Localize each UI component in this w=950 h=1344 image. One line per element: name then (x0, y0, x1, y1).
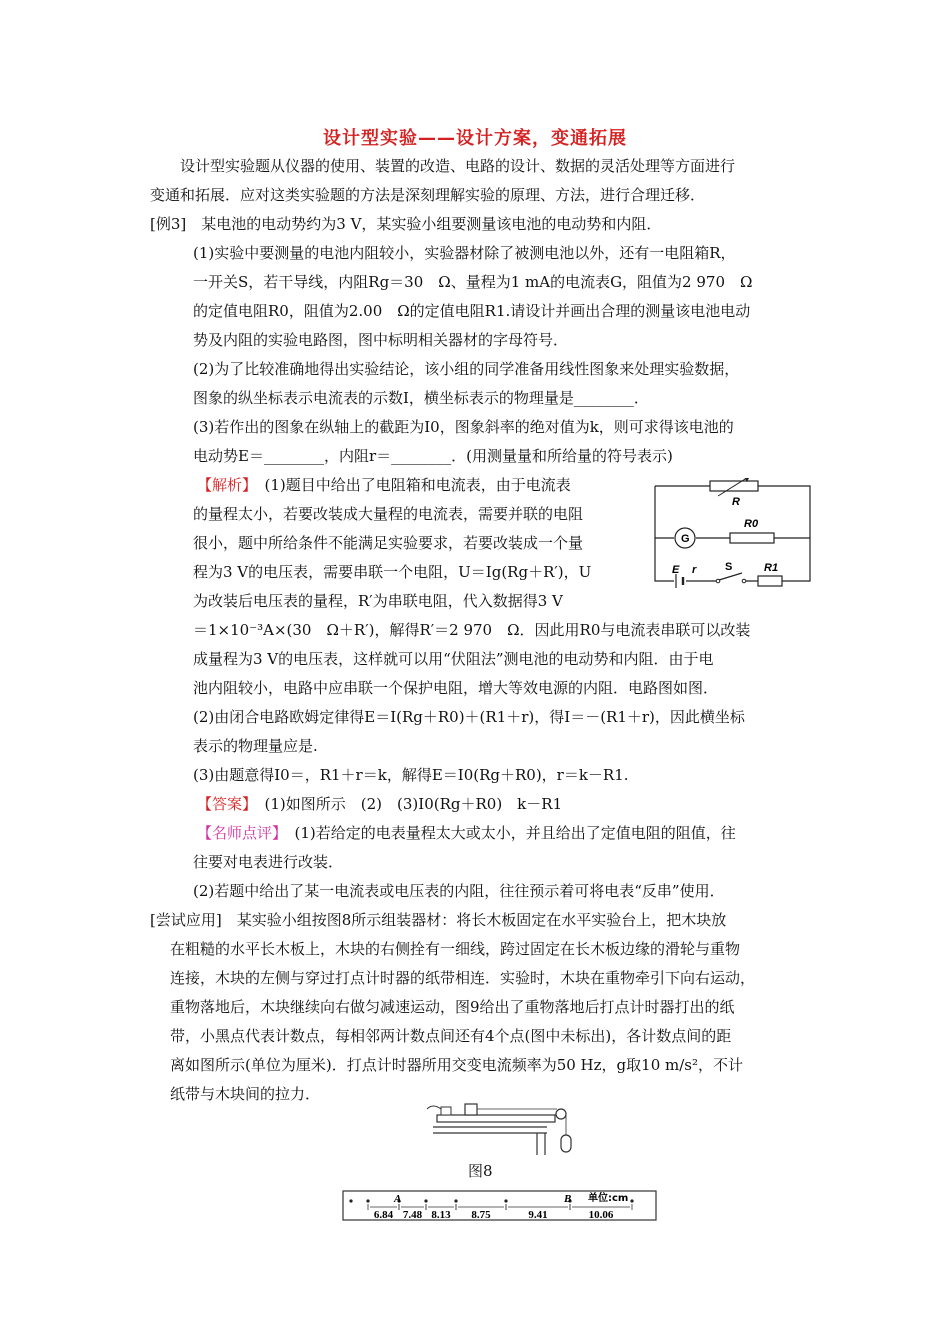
analysis-line-8: 池内阻较小，电路中应串联一个保护电阻，增大等效电源的内阻．电路图如图． (193, 679, 719, 697)
analysis-line-6: ＝1×10⁻³A×(30 Ω＋R′)，解得R′＝2 970 Ω．因此用R0与电流表串联可以改装 (193, 621, 751, 639)
tape-segment-label: 9.41 (528, 1209, 548, 1221)
example-stem: 某电池的电动势约为3 V，某实验小组要测量该电池的电动势和内阻． (201, 215, 662, 233)
comment-line-1: 【名师点评】 (1)若给定的电表量程太大或太小，并且给出了定值电阻的阻值，往 (197, 824, 736, 842)
answer-line (197, 793, 562, 815)
analysis-tag: 【解析】 (197, 476, 250, 494)
q1-line-1: (1)实验中要测量的电池内阻较小，实验器材除了被测电池以外，还有一电阻箱R， (193, 244, 736, 262)
circuit-diagram (650, 478, 816, 590)
trial-line-3: 连接，木块的左侧与穿过打点计时器的纸带相连．实验时，木块在重物牵引下向右运动， (170, 969, 756, 987)
trial-line-6: 离如图所示(单位为厘米)．打点计时器所用交变电流频率为50 Hz，g取10 m/s²，不计 (170, 1056, 743, 1074)
tape-start-dot (349, 1199, 352, 1202)
tape-segment-label: 10.06 (588, 1209, 614, 1221)
tape-segment-label: 8.75 (471, 1209, 491, 1221)
analysis-line-10: 表示的物理量应是. (193, 737, 318, 755)
fig8-apparatus (425, 1097, 595, 1155)
q1-line-3: 的定值电阻R0，阻值为2.00 Ω的定值电阻R1.请设计并画出合理的测量该电池电动 (193, 302, 751, 320)
tape-point-3 (454, 1199, 457, 1202)
trial-line-7: 纸带与木块间的拉力． (170, 1085, 321, 1103)
analysis-line-11: (3)由题意得I0＝，R1＋r＝k，解得E＝I0(Rg＋R0)，r＝k－R1. (193, 766, 629, 784)
point-b-label: B (564, 1193, 572, 1205)
tape-segment-label: 6.84 (373, 1209, 394, 1221)
example-block (150, 213, 661, 235)
page-title: 设计型实验——设计方案，变通拓展 (323, 128, 627, 149)
trial-line-5: 带，小黑点代表计数点，每相邻两计数点间还有4个点(图中未标出)，各计数点间的距 (170, 1027, 732, 1045)
fig9-tape (342, 1190, 658, 1222)
answer-text: (1)如图所示 (2) (3)I0(Rg＋R0) k－R1 (264, 795, 563, 813)
label-r1: R1 (764, 562, 779, 574)
analysis-line-7: 成量程为3 V的电压表，这样就可以用“伏阻法”测电池的电动势和内阻．由于电 (193, 650, 714, 668)
trial-label: [尝试应用] (150, 911, 222, 929)
example-label: [例3] (150, 215, 187, 233)
analysis-line-4: 程为3 V的电压表，需要串联一个电阻，U＝Ig(Rg＋R′)，U (193, 563, 592, 581)
q1-line-2: 一开关S，若干导线，内阻Rg＝30 Ω、量程为1 mA的电流表G，阻值为2 970 Ω (193, 273, 753, 291)
trial-line-1: [尝试应用] 某实验小组按图8所示组装器材：将长木板固定在水平实验台上，把木块放 (150, 911, 727, 929)
comment-line-3: (2)若题中给出了某一电流表或电压表的内阻，往往预示着可将电表“反串”使用． (193, 882, 725, 900)
q1-line-4: 势及内阻的实验电路图，图中标明相关器材的字母符号． (193, 331, 569, 349)
fig8-caption: 图8 (468, 1162, 493, 1180)
pulley-icon (556, 1109, 566, 1119)
resistor-r1 (758, 576, 782, 586)
analysis-line-1: 【解析】 (1)题目中给出了电阻箱和电流表，由于电流表 (197, 476, 571, 494)
intro-line-2: 变通和拓展．应对这类实验题的方法是深刻理解实验的原理、方法，进行合理迁移． (150, 186, 706, 204)
label-emf: E (672, 564, 680, 576)
tape-segment-label: 8.13 (431, 1209, 451, 1221)
analysis-line-2: 的量程太小，若要改装成大量程的电流表，需要并联的电阻 (193, 505, 584, 523)
trial-line-2: 在粗糙的水平长木板上，木块的右侧拴有一细线，跨过固定在长木板边缘的滑轮与重物 (170, 940, 741, 958)
label-r0: R0 (744, 518, 759, 530)
analysis-line-5: 为改装后电压表的量程，R′为串联电阻，代入数据得3 V (193, 592, 563, 610)
analysis-line-9: (2)由闭合电路欧姆定律得E＝I(Rg＋R0)＋(R1＋r)，得I＝－(R1＋r)，因此横坐标 (193, 708, 745, 726)
weight-icon (561, 1135, 571, 1152)
tape-point-0 (366, 1199, 369, 1202)
point-a-label: A (394, 1193, 402, 1205)
label-switch: S (725, 561, 733, 573)
label-r-box: R (732, 496, 740, 508)
intro-line-1: 设计型实验题从仪器的使用、装置的改造、电路的设计、数据的灵活处理等方面进行 (180, 157, 736, 175)
timer-icon (441, 1107, 451, 1115)
q2-line-1: (2)为了比较准确地得出实验结论，该小组的同学准备用线性图象来处理实验数据， (193, 360, 740, 378)
q2-line-2: 图象的纵坐标表示电流表的示数I，横坐标表示的物理量是________． (193, 389, 649, 407)
tape-point-4 (504, 1199, 507, 1202)
comment-line-2: 往要对电表进行改装． (193, 853, 344, 871)
wood-block (465, 1104, 477, 1115)
q3-line-2: 电动势E＝________，内阻r＝________．(用测量量和所给量的符号表示) (193, 447, 673, 465)
tape-segment-label: 7.48 (402, 1209, 423, 1221)
analysis-line-3: 很小，题中所给条件不能满足实验要求，若要改装成一个量 (193, 534, 584, 552)
tape-point-6 (630, 1199, 633, 1202)
q3-line-1: (3)若作出的图象在纵轴上的截距为I0，图象斜率的绝对值为k，则可求得该电池的 (193, 418, 734, 436)
trial-line-4: 重物落地后，木块继续向右做匀减速运动，图9给出了重物落地后打点计时器打出的纸 (170, 998, 735, 1016)
tape-unit-label: 单位:cm (588, 1193, 629, 1204)
switch-lever (719, 573, 742, 580)
long-board (437, 1115, 555, 1122)
label-galv: G (681, 533, 690, 545)
switch-terminal-right (742, 579, 746, 583)
paper-tape (427, 1106, 441, 1109)
resistor-r0 (730, 533, 774, 543)
label-r-int: r (692, 564, 697, 576)
comment-tag: 【名师点评】 (197, 824, 280, 842)
answer-tag: 【答案】 (197, 795, 250, 813)
tape-point-2 (424, 1199, 427, 1202)
